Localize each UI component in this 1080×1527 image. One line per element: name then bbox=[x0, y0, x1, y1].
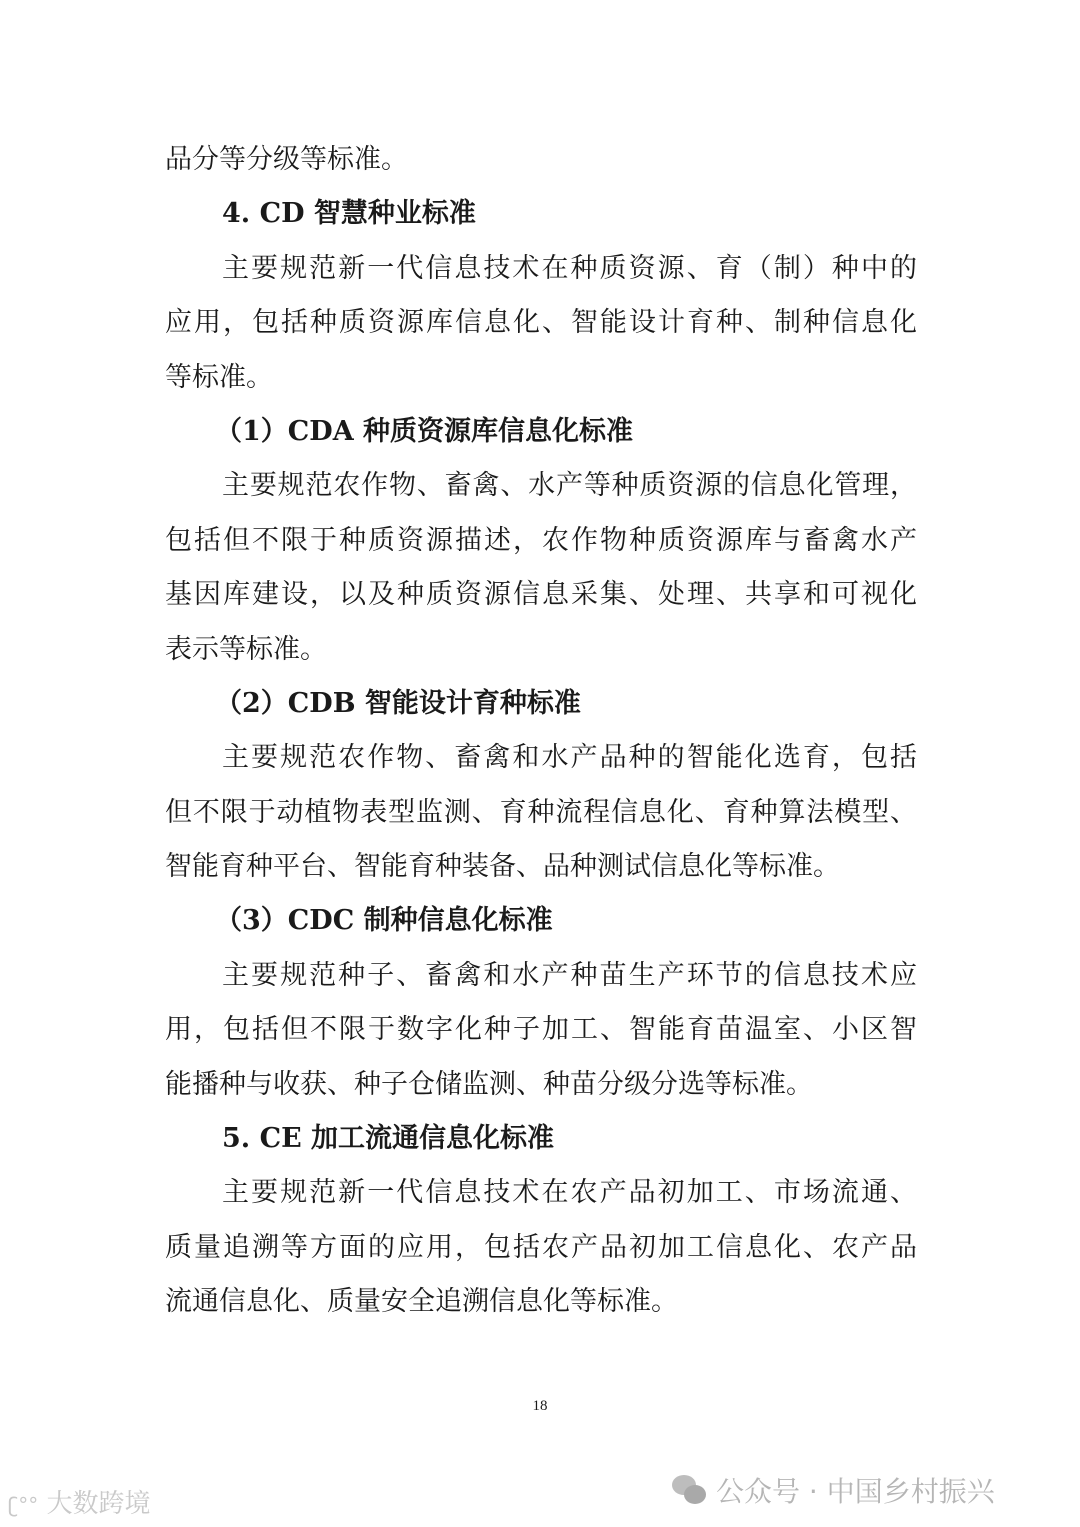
subsection-heading: （3）CDC 制种信息化标准 bbox=[215, 905, 553, 937]
paragraph-line: 能播种与收获、种子仓储监测、种苗分级分选等标准。 bbox=[165, 1068, 813, 1100]
watermark-right-text: 公众号 · 中国乡村振兴 bbox=[716, 1475, 995, 1508]
paragraph-line: 品分等分级等标准。 bbox=[165, 144, 408, 175]
page-number: 18 bbox=[532, 1398, 548, 1414]
logo-icon: ʗ°° bbox=[8, 1493, 39, 1517]
watermark-left-text: 大数跨境 bbox=[46, 1489, 151, 1519]
subsection-heading: （2）CDB 智能设计育种标准 bbox=[215, 687, 581, 719]
paragraph-line: 等标准。 bbox=[165, 361, 273, 393]
paragraph-line: 智能育种平台、智能育种装备、品种测试信息化等标准。 bbox=[165, 851, 840, 883]
paragraph-line: 主要规范新一代信息技术在种质资源、育（制）种中的 bbox=[222, 252, 917, 284]
paragraph-line: 主要规范新一代信息技术在农产品初加工、市场流通、 bbox=[222, 1177, 917, 1209]
section-heading: 5. CE 加工流通信息化标准 bbox=[222, 1123, 555, 1155]
paragraph-line: 质量追溯等方面的应用，包括农产品初加工信息化、农产品 bbox=[165, 1231, 917, 1263]
document-body bbox=[165, 140, 917, 1337]
paragraph-line: 主要规范种子、畜禽和水产种苗生产环节的信息技术应 bbox=[222, 959, 917, 991]
paragraph-line: 应用，包括种质资源库信息化、智能设计育种、制种信息化 bbox=[165, 307, 917, 339]
section-heading: 4. CD 智慧种业标准 bbox=[222, 198, 476, 230]
subsection-heading: （1）CDA 种质资源库信息化标准 bbox=[215, 415, 634, 447]
paragraph-line: 表示等标准。 bbox=[165, 633, 327, 665]
wechat-icon bbox=[672, 1475, 708, 1505]
paragraph-line: 但不限于动植物表型监测、育种流程信息化、育种算法模型、 bbox=[165, 796, 917, 828]
paragraph-line: 主要规范农作物、畜禽和水产品种的智能化选育，包括 bbox=[222, 742, 917, 774]
watermark-left bbox=[8, 1483, 151, 1520]
watermark-right bbox=[672, 1470, 995, 1510]
paragraph-line: 主要规范农作物、畜禽、水产等种质资源的信息化管理， bbox=[222, 470, 917, 502]
paragraph-line: 包括但不限于种质资源描述，农作物种质资源库与畜禽水产 bbox=[165, 524, 917, 556]
paragraph-line: 基因库建设，以及种质资源信息采集、处理、共享和可视化 bbox=[165, 579, 917, 611]
paragraph-line: 用，包括但不限于数字化种子加工、智能育苗温室、小区智 bbox=[165, 1014, 917, 1046]
paragraph-line: 流通信息化、质量安全追溯信息化等标准。 bbox=[165, 1286, 678, 1318]
